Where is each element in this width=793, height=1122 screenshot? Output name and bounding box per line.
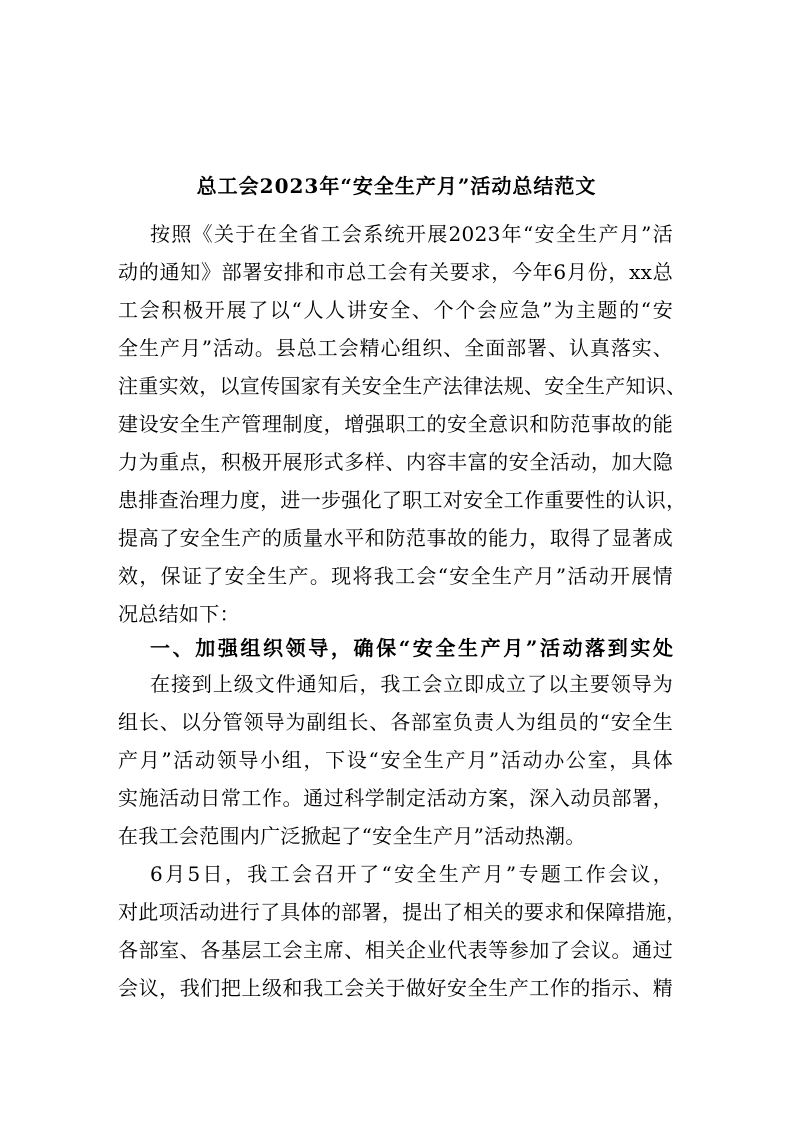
paragraph-line: 实施活动日常工作。通过科学制定活动方案，深入动员部署， bbox=[118, 786, 673, 810]
section-heading: 一、加强组织领导，确保“安全生产月”活动落到实处 bbox=[150, 636, 673, 660]
paragraph-line: 建设安全生产管理制度，增强职工的安全意识和防范事故的能 bbox=[118, 412, 673, 436]
paragraph-line: 工会积极开展了以“人人讲安全、个个会应急”为主题的“安 bbox=[118, 298, 673, 322]
document-title: 总工会2023年“安全生产月”活动总结范文 bbox=[196, 174, 597, 198]
paragraph-line: 按照《关于在全省工会系统开展2023年“安全生产月”活 bbox=[150, 222, 673, 246]
paragraph-line: 会议，我们把上级和我工会关于做好安全生产工作的指示、精 bbox=[118, 976, 673, 1000]
paragraph-line: 全生产月”活动。县总工会精心组织、全面部署、认真落实、 bbox=[118, 336, 673, 360]
paragraph-line: 产月”活动领导小组，下设“安全生产月”活动办公室，具体 bbox=[118, 748, 673, 772]
paragraph-line: 提高了安全生产的质量水平和防范事故的能力，取得了显著成 bbox=[118, 526, 673, 550]
paragraph-line: 患排查治理力度，进一步强化了职工对安全工作重要性的认识， bbox=[118, 488, 687, 512]
paragraph-line: 效，保证了安全生产。现将我工会“安全生产月”活动开展情 bbox=[118, 564, 673, 588]
paragraph-line: 在接到上级文件通知后，我工会立即成立了以主要领导为 bbox=[150, 672, 673, 696]
paragraph-line: 在我工会范围内广泛掀起了“安全生产月”活动热潮。 bbox=[118, 824, 586, 848]
paragraph-line: 况总结如下： bbox=[118, 602, 240, 626]
paragraph-line: 力为重点，积极开展形式多样、内容丰富的安全活动，加大隐 bbox=[118, 450, 673, 474]
paragraph-line: 各部室、各基层工会主席、相关企业代表等参加了会议。通过 bbox=[118, 938, 673, 962]
paragraph-line: 动的通知》部署安排和市总工会有关要求，今年6月份，xx总 bbox=[118, 260, 673, 284]
paragraph-line: 对此项活动进行了具体的部署，提出了相关的要求和保障措施， bbox=[118, 900, 687, 924]
paragraph-line: 6月5日，我工会召开了“安全生产月”专题工作会议， bbox=[150, 862, 673, 886]
paragraph-line: 组长、以分管领导为副组长、各部室负责人为组员的“安全生 bbox=[118, 710, 673, 734]
paragraph-line: 注重实效，以宣传国家有关安全生产法律法规、安全生产知识、 bbox=[118, 374, 687, 398]
